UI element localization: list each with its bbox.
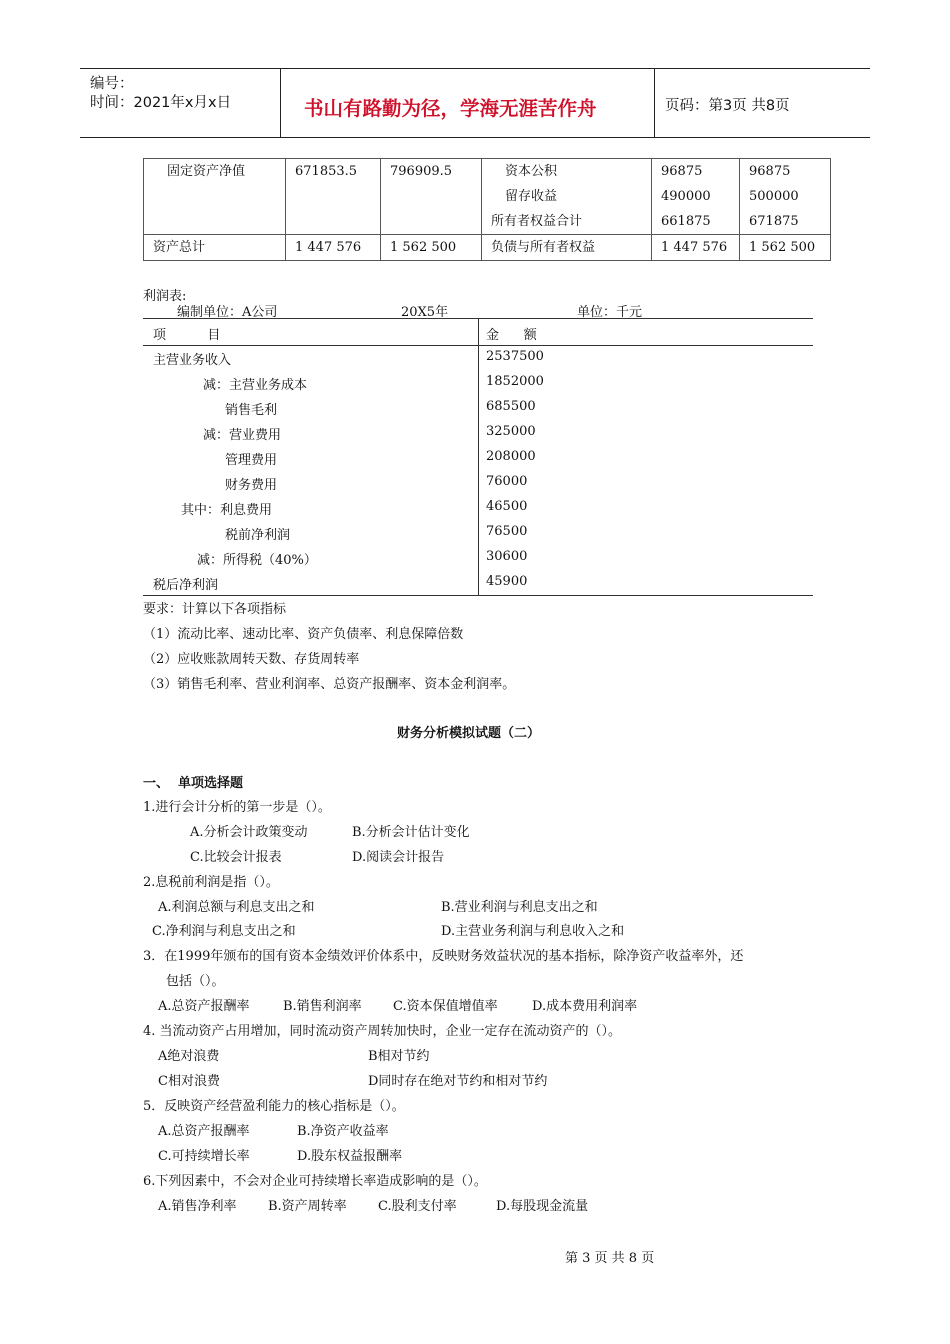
table-cell (652, 159, 740, 235)
income-row-value: 2537500 (486, 349, 544, 364)
option-3c: C.资本保值增值率 (393, 999, 498, 1014)
option-2d: D.主营业务利润与利息收入之和 (441, 924, 625, 939)
total-assets-value-1: 1 447 576 (295, 240, 362, 255)
table-row (144, 235, 831, 261)
total-equity-value-2: 671875 (749, 214, 799, 229)
option-1a: A.分析会计政策变动 (190, 825, 308, 840)
option-6c: C.股利支付率 (378, 1199, 457, 1214)
question-1: 1.进行会计分析的第一步是（）。 (143, 800, 331, 815)
income-row-value: 1852000 (486, 374, 544, 389)
total-assets-label: 资产总计 (153, 240, 206, 255)
total-assets-value-2: 1 562 500 (390, 240, 457, 255)
total-equity-value-1: 661875 (661, 214, 711, 229)
option-3b: B.销售利润率 (283, 999, 362, 1014)
header-motto-cell (281, 69, 655, 137)
income-row-label: 财务费用 (225, 478, 278, 493)
question-2: 2.息税前利润是指（）。 (143, 875, 279, 890)
income-row-label: 其中：利息费用 (181, 503, 273, 518)
table-cell (740, 159, 831, 235)
table-row (144, 159, 831, 235)
income-row-value: 46500 (486, 499, 528, 514)
table-cell (286, 235, 381, 261)
option-3a: A.总资产报酬率 (158, 999, 250, 1014)
question-3: 3．在1999年颁布的国有资本金绩效评价体系中，反映财务效益状况的基本指标，除净资产收益率外，还 (143, 949, 744, 964)
table-cell (652, 235, 740, 261)
exam-title: 财务分析模拟试题（二） (397, 726, 541, 741)
balance-sheet-table (143, 158, 831, 261)
header-meta-cell (80, 69, 281, 137)
option-1d: D.阅读会计报告 (352, 850, 445, 865)
income-row-value: 76500 (486, 524, 528, 539)
table-cell (740, 235, 831, 261)
question-3-continuation: 包括（）。 (166, 974, 225, 989)
option-4a: A绝对浪费 (158, 1049, 220, 1064)
option-3d: D.成本费用利润率 (532, 999, 638, 1014)
capital-reserve-value-2: 96875 (749, 164, 791, 179)
income-row-label: 税前净利润 (225, 528, 291, 543)
table-cell (482, 159, 652, 235)
income-statement-table (143, 318, 813, 596)
option-2b: B.营业利润与利息支出之和 (441, 900, 598, 915)
option-5d: D.股东权益报酬率 (297, 1149, 403, 1164)
option-2c: C.净利润与利息支出之和 (152, 924, 296, 939)
option-5c: C.可持续增长率 (158, 1149, 250, 1164)
fixed-assets-label: 固定资产净值 (167, 164, 246, 179)
header-page-number: 页码：第3页 共8页 (665, 98, 790, 114)
requirement-item: （2）应收账款周转天数、存货周转率 (143, 652, 360, 667)
option-6b: B.资产周转率 (268, 1199, 347, 1214)
document-time-label: 时间：2021年x月x日 (90, 95, 232, 111)
table-cell (286, 159, 381, 235)
option-1b: B.分析会计估计变化 (352, 825, 470, 840)
column-header-amount: 金 额 (486, 328, 537, 343)
page-footer: 第 3 页 共 8 页 (565, 1251, 655, 1266)
income-row-label: 减：营业费用 (203, 428, 282, 443)
header-page-cell (655, 69, 870, 137)
option-5a: A.总资产报酬率 (158, 1124, 250, 1139)
income-row-value: 30600 (486, 549, 528, 564)
income-statement-title: 利润表: (143, 289, 187, 304)
income-row-value: 208000 (486, 449, 536, 464)
table-cell (482, 235, 652, 261)
income-statement-company: 编制单位：A公司 (177, 305, 278, 320)
option-5b: B.净资产收益率 (297, 1124, 389, 1139)
option-4d: D同时存在绝对节约和相对节约 (368, 1074, 548, 1089)
table-cell (144, 159, 286, 235)
income-row-value: 76000 (486, 474, 528, 489)
column-header-item: 项 目 (153, 328, 221, 343)
capital-reserve-label: 资本公积 (505, 164, 558, 179)
income-row-label: 税后净利润 (153, 578, 219, 593)
option-4c: C相对浪费 (158, 1074, 220, 1089)
option-4b: B相对节约 (368, 1049, 430, 1064)
table-cell (144, 235, 286, 261)
fixed-assets-value-2: 796909.5 (390, 164, 453, 179)
option-2a: A.利润总额与利息支出之和 (158, 900, 315, 915)
question-4: 4. 当流动资产占用增加，同时流动资产周转加快时，企业一定存在流动资产的（）。 (143, 1024, 622, 1039)
option-1c: C.比较会计报表 (190, 850, 282, 865)
requirement-item: （3）销售毛利率、营业利润率、总资产报酬率、资本金利润率。 (143, 677, 516, 692)
retained-earnings-value-1: 490000 (661, 189, 711, 204)
total-liabilities-equity-label: 负债与所有者权益 (491, 240, 596, 255)
table-cell (381, 235, 482, 261)
income-row-value: 325000 (486, 424, 536, 439)
section-heading: 一、 单项选择题 (143, 776, 244, 791)
income-row-label: 主营业务收入 (153, 353, 232, 368)
income-statement-unit: 单位：千元 (577, 305, 643, 320)
retained-earnings-label: 留存收益 (505, 189, 558, 204)
question-6: 6.下列因素中，不会对企业可持续增长率造成影响的是（）。 (143, 1174, 487, 1189)
fixed-assets-value-1: 671853.5 (295, 164, 358, 179)
question-5: 5．反映资产经营盈利能力的核心指标是（）。 (143, 1099, 405, 1114)
income-row-label: 减：所得税（40%） (197, 553, 317, 568)
income-row-label: 管理费用 (225, 453, 278, 468)
requirement-item: （1）流动比率、速动比率、资产负债率、利息保障倍数 (143, 627, 464, 642)
total-liabilities-equity-value-2: 1 562 500 (749, 240, 816, 255)
income-statement-year: 20X5年 (401, 305, 449, 320)
option-6d: D.每股现金流量 (496, 1199, 589, 1214)
requirements-intro: 要求：计算以下各项指标 (143, 602, 287, 617)
income-row-value: 685500 (486, 399, 536, 414)
option-6a: A.销售净利率 (158, 1199, 237, 1214)
document-number-label: 编号： (90, 76, 134, 92)
income-row-label: 减：主营业务成本 (203, 378, 308, 393)
income-row-value: 45900 (486, 574, 528, 589)
retained-earnings-value-2: 500000 (749, 189, 799, 204)
document-header (80, 68, 870, 138)
header-motto: 书山有路勤为径，学海无涯苦作舟 (304, 97, 597, 120)
column-divider (478, 319, 479, 595)
total-liabilities-equity-value-1: 1 447 576 (661, 240, 728, 255)
header-divider (143, 345, 813, 346)
table-cell (381, 159, 482, 235)
income-row-label: 销售毛利 (225, 403, 278, 418)
capital-reserve-value-1: 96875 (661, 164, 703, 179)
total-equity-label: 所有者权益合计 (491, 214, 583, 229)
